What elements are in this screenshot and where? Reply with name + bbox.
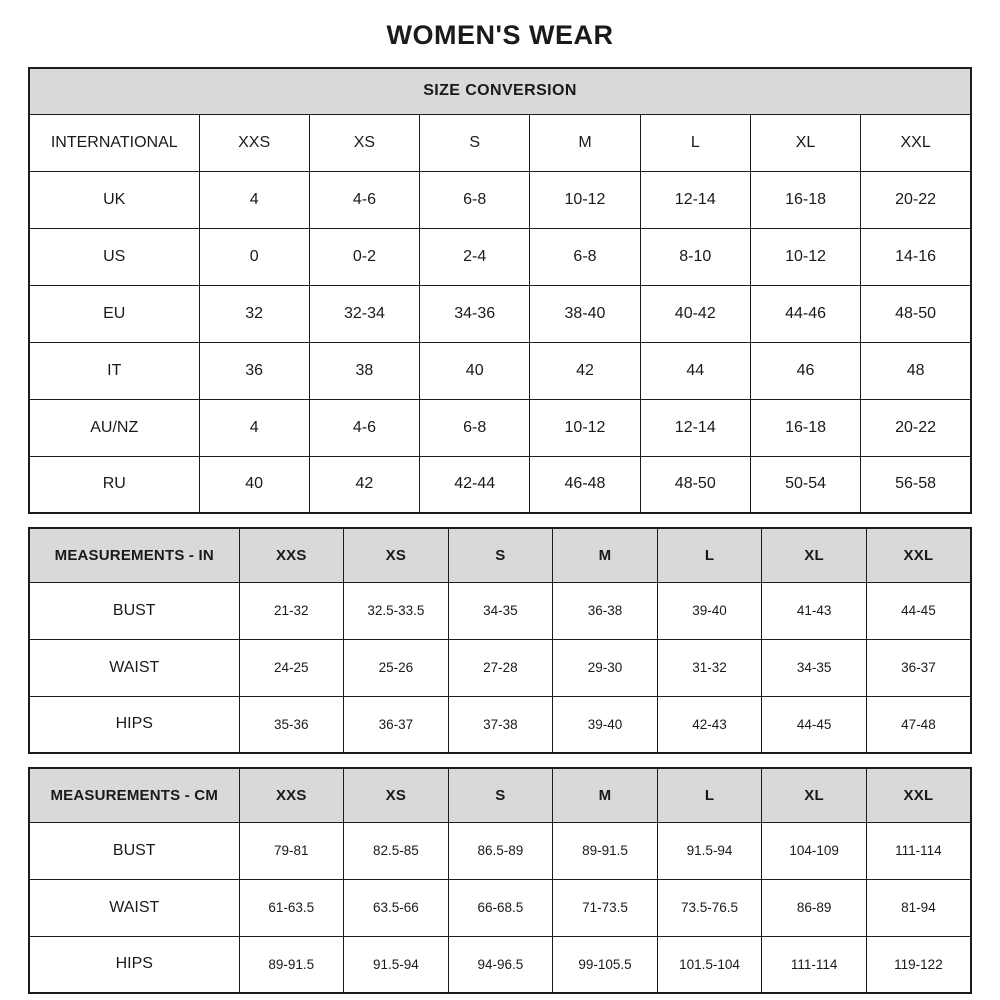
value-cell: 31-32: [657, 639, 762, 696]
page-title: WOMEN'S WEAR: [386, 20, 614, 50]
value-cell: 44-46: [750, 285, 860, 342]
value-cell: 16-18: [750, 171, 860, 228]
value-cell: 0-2: [309, 228, 419, 285]
measurements-in-row-bust: [29, 582, 971, 639]
row-label: HIPS: [29, 936, 239, 993]
value-cell: 41-43: [762, 582, 867, 639]
value-cell: 24-25: [239, 639, 344, 696]
value-cell: 32-34: [309, 285, 419, 342]
size-conversion-size-header-xl: XL: [750, 114, 860, 171]
value-cell: 4: [199, 171, 309, 228]
size-conversion-header-row: [29, 114, 971, 171]
measurements-in-size-header-xxl: XXL: [866, 528, 971, 582]
measurements-cm-size-header-s: S: [448, 768, 553, 822]
value-cell: 40: [199, 456, 309, 513]
size-conversion-size-header-xxs: XXS: [199, 114, 309, 171]
size-conversion-size-header-m: M: [530, 114, 640, 171]
value-cell: 66-68.5: [448, 879, 553, 936]
value-cell: 71-73.5: [553, 879, 658, 936]
value-cell: 34-35: [762, 639, 867, 696]
value-cell: 42: [309, 456, 419, 513]
row-label: WAIST: [29, 879, 239, 936]
value-cell: 29-30: [553, 639, 658, 696]
measurements-cm-size-header-m: M: [553, 768, 658, 822]
value-cell: 86.5-89: [448, 822, 553, 879]
value-cell: 50-54: [750, 456, 860, 513]
value-cell: 34-35: [448, 582, 553, 639]
measurements-cm-table: [28, 767, 972, 994]
row-label: AU/NZ: [29, 399, 199, 456]
size-conversion-banner-row: [29, 68, 971, 114]
value-cell: 20-22: [861, 399, 971, 456]
value-cell: 42-43: [657, 696, 762, 753]
measurements-cm-row-bust: [29, 822, 971, 879]
value-cell: 111-114: [866, 822, 971, 879]
measurements-cm-size-header-xl: XL: [762, 768, 867, 822]
value-cell: 82.5-85: [344, 822, 449, 879]
measurements-in-row-waist: [29, 639, 971, 696]
measurements-cm-size-header-xxl: XXL: [866, 768, 971, 822]
value-cell: 37-38: [448, 696, 553, 753]
measurements-in-row-hips: [29, 696, 971, 753]
value-cell: 32: [199, 285, 309, 342]
measurements-in-first-column-header: MEASUREMENTS - IN: [29, 528, 239, 582]
value-cell: 40-42: [640, 285, 750, 342]
value-cell: 104-109: [762, 822, 867, 879]
size-conversion-size-header-xs: XS: [309, 114, 419, 171]
measurements-in-size-header-l: L: [657, 528, 762, 582]
value-cell: 0: [199, 228, 309, 285]
measurements-cm-size-header-l: L: [657, 768, 762, 822]
value-cell: 36-37: [866, 639, 971, 696]
row-label: IT: [29, 342, 199, 399]
value-cell: 36: [199, 342, 309, 399]
value-cell: 46-48: [530, 456, 640, 513]
value-cell: 12-14: [640, 399, 750, 456]
value-cell: 44: [640, 342, 750, 399]
value-cell: 47-48: [866, 696, 971, 753]
value-cell: 36-38: [553, 582, 658, 639]
value-cell: 63.5-66: [344, 879, 449, 936]
value-cell: 20-22: [861, 171, 971, 228]
value-cell: 48-50: [861, 285, 971, 342]
measurements-in-size-header-xl: XL: [762, 528, 867, 582]
value-cell: 99-105.5: [553, 936, 658, 993]
value-cell: 4-6: [309, 171, 419, 228]
value-cell: 40: [420, 342, 530, 399]
size-conversion-size-header-s: S: [420, 114, 530, 171]
value-cell: 6-8: [420, 171, 530, 228]
value-cell: 6-8: [420, 399, 530, 456]
value-cell: 44-45: [762, 696, 867, 753]
value-cell: 119-122: [866, 936, 971, 993]
value-cell: 12-14: [640, 171, 750, 228]
value-cell: 38-40: [530, 285, 640, 342]
value-cell: 38: [309, 342, 419, 399]
measurements-cm-row-hips: [29, 936, 971, 993]
row-label: UK: [29, 171, 199, 228]
value-cell: 14-16: [861, 228, 971, 285]
value-cell: 56-58: [861, 456, 971, 513]
size-conversion-row-us: [29, 228, 971, 285]
measurements-in-size-header-xxs: XXS: [239, 528, 344, 582]
value-cell: 2-4: [420, 228, 530, 285]
size-conversion-size-header-l: L: [640, 114, 750, 171]
value-cell: 8-10: [640, 228, 750, 285]
value-cell: 10-12: [530, 171, 640, 228]
value-cell: 89-91.5: [239, 936, 344, 993]
size-conversion-table: [28, 67, 972, 514]
value-cell: 39-40: [657, 582, 762, 639]
value-cell: 39-40: [553, 696, 658, 753]
size-conversion-row-it: [29, 342, 971, 399]
row-label: WAIST: [29, 639, 239, 696]
value-cell: 79-81: [239, 822, 344, 879]
value-cell: 101.5-104: [657, 936, 762, 993]
size-conversion-size-header-xxl: XXL: [861, 114, 971, 171]
measurements-cm-row-waist: [29, 879, 971, 936]
value-cell: 94-96.5: [448, 936, 553, 993]
value-cell: 35-36: [239, 696, 344, 753]
row-label: HIPS: [29, 696, 239, 753]
value-cell: 86-89: [762, 879, 867, 936]
value-cell: 36-37: [344, 696, 449, 753]
value-cell: 21-32: [239, 582, 344, 639]
value-cell: 16-18: [750, 399, 860, 456]
size-conversion-row-ru: [29, 456, 971, 513]
row-label: RU: [29, 456, 199, 513]
value-cell: 61-63.5: [239, 879, 344, 936]
value-cell: 48: [861, 342, 971, 399]
value-cell: 42-44: [420, 456, 530, 513]
row-label: EU: [29, 285, 199, 342]
value-cell: 73.5-76.5: [657, 879, 762, 936]
value-cell: 32.5-33.5: [344, 582, 449, 639]
value-cell: 46: [750, 342, 860, 399]
value-cell: 91.5-94: [657, 822, 762, 879]
value-cell: 91.5-94: [344, 936, 449, 993]
value-cell: 10-12: [750, 228, 860, 285]
size-conversion-row-uk: [29, 171, 971, 228]
measurements-cm-first-column-header: MEASUREMENTS - CM: [29, 768, 239, 822]
value-cell: 25-26: [344, 639, 449, 696]
value-cell: 6-8: [530, 228, 640, 285]
value-cell: 48-50: [640, 456, 750, 513]
row-label: BUST: [29, 582, 239, 639]
value-cell: 27-28: [448, 639, 553, 696]
value-cell: 4-6: [309, 399, 419, 456]
measurements-in-size-header-s: S: [448, 528, 553, 582]
row-label: BUST: [29, 822, 239, 879]
value-cell: 4: [199, 399, 309, 456]
row-label: US: [29, 228, 199, 285]
size-conversion-banner: SIZE CONVERSION: [29, 68, 971, 114]
measurements-in-table: [28, 527, 972, 754]
value-cell: 42: [530, 342, 640, 399]
measurements-in-size-header-xs: XS: [344, 528, 449, 582]
size-conversion-row-au-nz: [29, 399, 971, 456]
value-cell: 34-36: [420, 285, 530, 342]
value-cell: 44-45: [866, 582, 971, 639]
measurements-cm-size-header-xs: XS: [344, 768, 449, 822]
size-conversion-first-column-header: INTERNATIONAL: [29, 114, 199, 171]
measurements-cm-header-row: [29, 768, 971, 822]
value-cell: 89-91.5: [553, 822, 658, 879]
value-cell: 81-94: [866, 879, 971, 936]
measurements-cm-size-header-xxs: XXS: [239, 768, 344, 822]
measurements-in-size-header-m: M: [553, 528, 658, 582]
measurements-in-header-row: [29, 528, 971, 582]
value-cell: 111-114: [762, 936, 867, 993]
value-cell: 10-12: [530, 399, 640, 456]
size-conversion-row-eu: [29, 285, 971, 342]
